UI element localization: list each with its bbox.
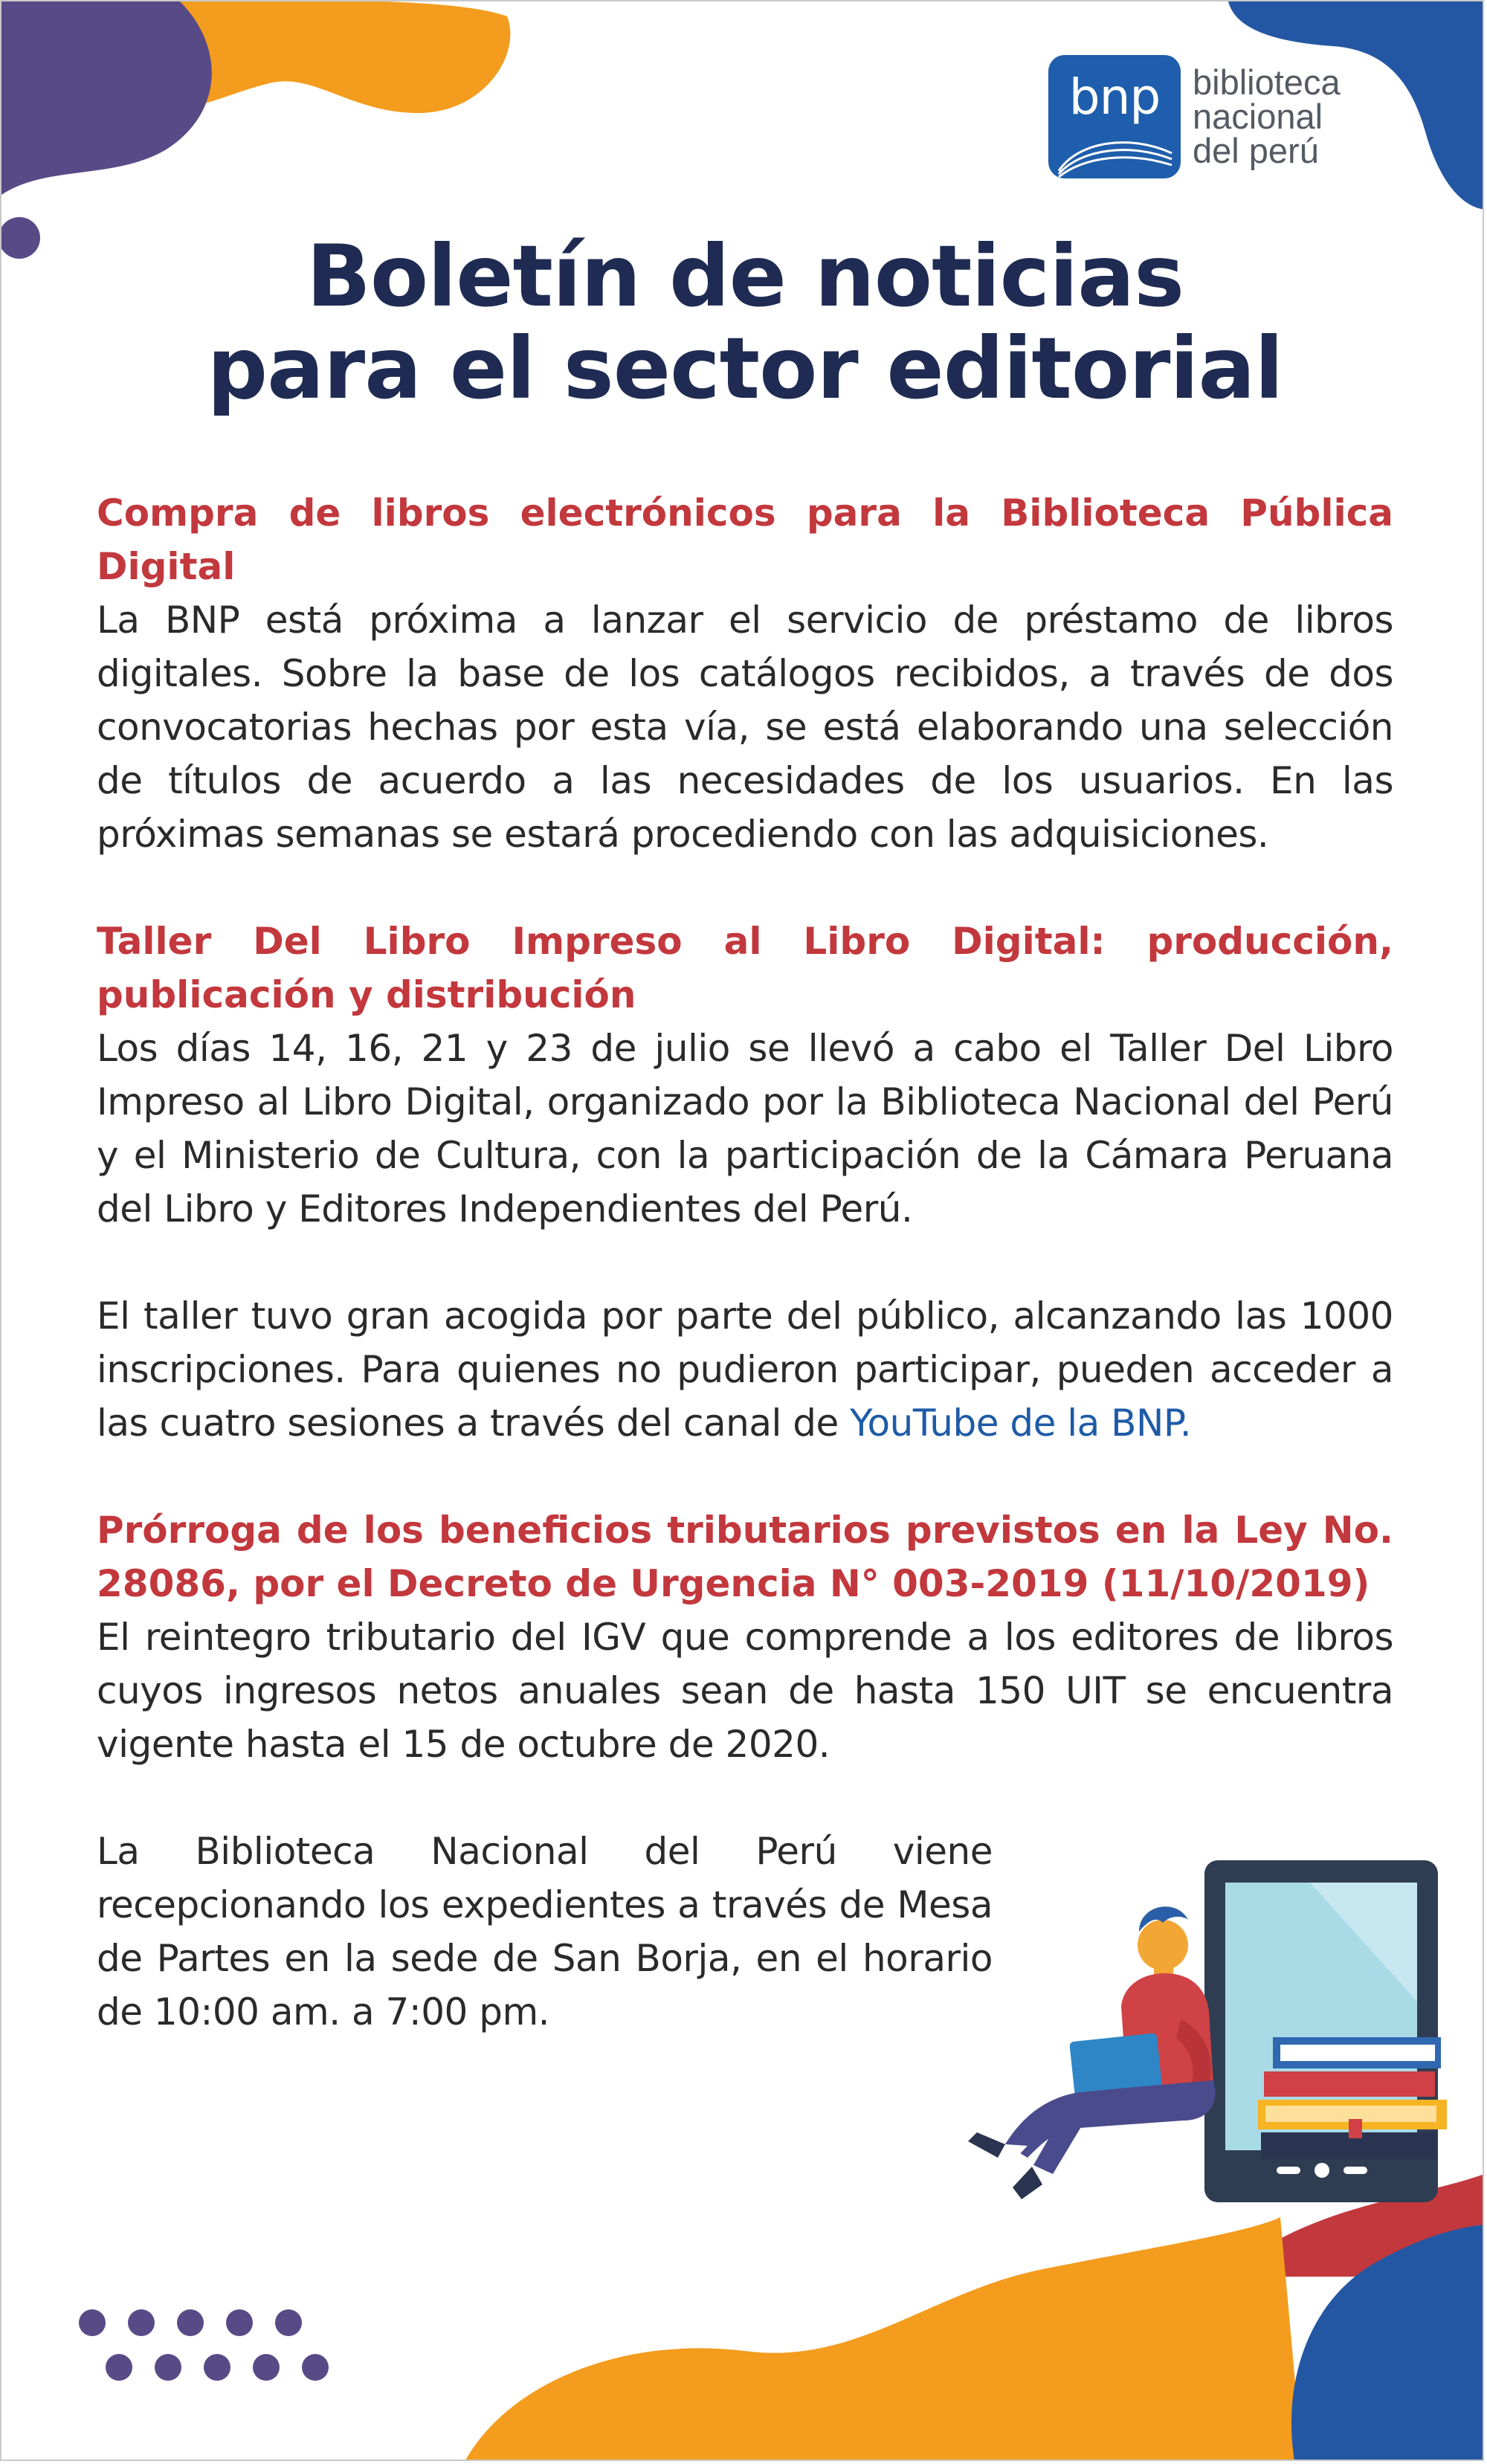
logo-line-3: del perú bbox=[1193, 131, 1319, 170]
book-arc-icon bbox=[1048, 119, 1181, 178]
section-workshop bbox=[97, 915, 1393, 1450]
section-ebooks bbox=[97, 486, 1393, 861]
section-heading: Prórroga de los beneficios tributarios previstos en la Ley No. 28086, por el Decreto de Urgencia N° 003-2019 (11/10/2019) bbox=[97, 1509, 1393, 1605]
title-line-2: para el sector editorial bbox=[207, 319, 1283, 418]
section-body: Los días 14, 16, 21 y 23 de julio se llevó a cabo el Taller Del Libro Impreso al Libro Digital, organizado por la Biblioteca Nacional del Perú y el Ministerio de Cultura, con la participación de la Cámara Peruana del Libro y Editores Independientes del Perú. bbox=[97, 1027, 1393, 1231]
page-title bbox=[1, 227, 1484, 418]
section-body-2-text: El taller tuvo gran acogida por parte del público, alcanzando las 1000 inscripciones. Para quienes no pudieron participar, pueden acceder a las cuatro sesiones a través del canal de bbox=[97, 1294, 1393, 1445]
section-body: La BNP está próxima a lanzar el servicio de préstamo de libros digitales. Sobre la base de los catálogos recibidos, a través de dos convocatorias hechas por esta vía, se está elaborando una selección de títulos de acuerdo a las necesidades de los usuarios. En las próximas semanas se estará procediendo con las adquisiciones. bbox=[97, 599, 1393, 856]
bnp-logo-icon bbox=[1048, 55, 1181, 178]
section-body: El reintegro tributario del IGV que comprende a los editores de libros cuyos ingresos netos anuales sean de hasta 150 UIT se encuentra vigente hasta el 15 de octubre de 2020. bbox=[97, 1616, 1393, 1766]
title-line-1: Boletín de noticias bbox=[306, 227, 1184, 326]
section-heading: Compra de libros electrónicos para la Biblioteca Pública Digital bbox=[97, 491, 1393, 588]
logo-line-1: biblioteca bbox=[1193, 62, 1341, 102]
logo-name bbox=[1193, 62, 1341, 170]
reader-illustration-icon bbox=[894, 1860, 1484, 2321]
section-body-2: La Biblioteca Nacional del Perú viene recepcionando los expedientes a través de Mesa de Partes en la sede de San Borja, en el horario de 10:00 am. a 7:00 pm. bbox=[97, 1830, 993, 2034]
section-body-2 bbox=[97, 1289, 1393, 1450]
bnp-logo[interactable] bbox=[1048, 55, 1341, 178]
youtube-link[interactable]: YouTube de la BNP. bbox=[850, 1402, 1192, 1445]
person-icon bbox=[968, 1906, 1216, 2199]
dots-pattern-icon bbox=[76, 2306, 343, 2388]
newsletter-content bbox=[97, 486, 1393, 2039]
logo-abbr: bnp bbox=[1068, 68, 1161, 126]
logo-line-2: nacional bbox=[1193, 97, 1323, 136]
section-heading: Taller Del Libro Impreso al Libro Digital: producción, publicación y distribución bbox=[97, 920, 1393, 1016]
